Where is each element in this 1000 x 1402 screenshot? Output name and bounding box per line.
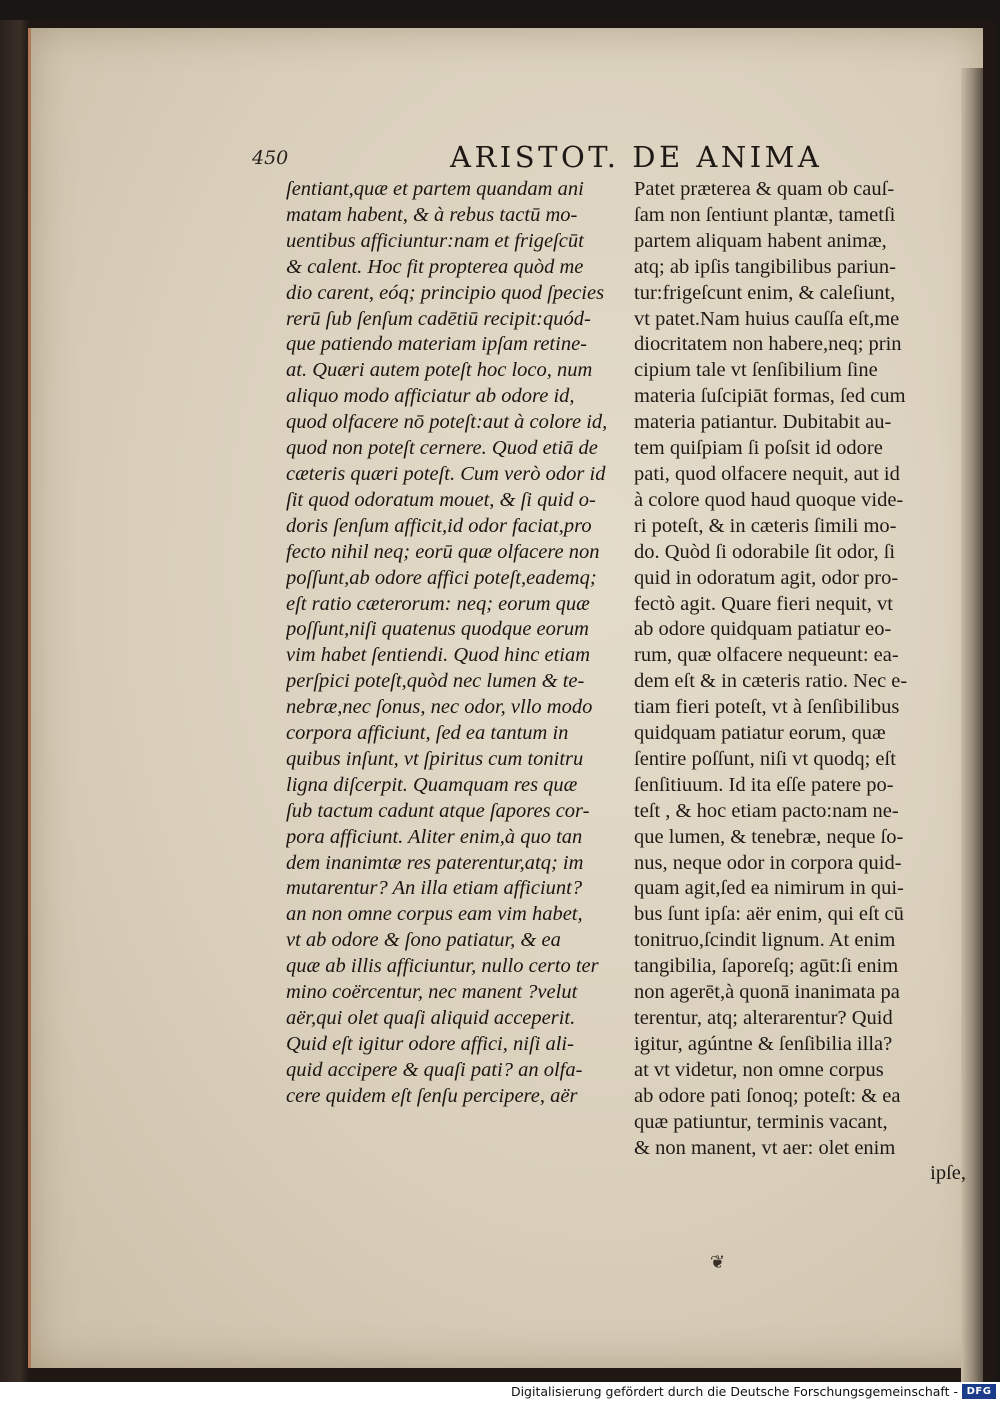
right-column-line: teſt , & hoc etiam pacto:nam ne- (634, 799, 899, 822)
right-column-line: quidquam patiatur eorum, quæ (634, 722, 886, 745)
left-column-line: mutarentur? An illa etiam afficiunt? (286, 877, 583, 900)
page-number: 450 (252, 147, 289, 169)
left-column-line: eſt ratio cæterorum: neq; eorum quæ (286, 592, 590, 615)
right-column-line: quæ patiuntur, terminis vacant, (634, 1110, 888, 1133)
right-column-line: ſenſitiuum. Id ita eſſe patere po- (634, 773, 894, 796)
right-column-line: & non manent, vt aer: olet enim (634, 1136, 896, 1159)
right-column-line: Patet præterea & quam ob cauſ- (634, 178, 895, 200)
right-column-line: materia ſuſcipiāt formas, ſed cum (634, 385, 906, 408)
left-column-line: matam habent, & à rebus tactū mo- (286, 203, 578, 226)
left-column-line: aër,qui olet quaſi aliquid acceperit. (286, 1007, 576, 1029)
right-column-line: rum, quæ olfacere nequeunt: ea- (634, 644, 899, 667)
right-column-line: terentur, atq; alterarentur? Quid (634, 1007, 893, 1029)
right-column-line: ab odore pati ſonoq; poteſt: & ea (634, 1084, 901, 1107)
left-column-line: perſpici poteſt,quòd nec lumen & te- (286, 670, 585, 693)
left-column-line: dio carent, eóq; principio quod ſpecies (286, 281, 605, 304)
left-column-line: Quid eſt igitur odore affici, niſi ali- (286, 1032, 574, 1055)
right-column-line: tiam fieri poteſt, vt à ſenſibilibus (634, 696, 900, 719)
left-column-line: que patiendo materiam ipſam retine- (286, 333, 587, 356)
right-column-line: vt patet.Nam huius cauſſa eſt,me (634, 307, 900, 330)
left-column-line: cæteris quæri poteſt. Cum verò odor id (286, 462, 606, 485)
right-column-text (634, 177, 970, 1187)
right-column-line: ri poteſt, & in cæteris ſimili mo- (634, 514, 897, 537)
right-column-line: à colore quod haud quoque vide- (634, 488, 904, 511)
left-column-line: poſſunt,ab odore affici poteſt,eademq; (286, 566, 597, 589)
right-column-line: quam agit,ſed ea nimirum in qui- (634, 877, 904, 900)
right-column-line: tangibilia, ſaporeſq; agūt:ſi enim (634, 955, 899, 978)
right-column-line: materia patiantur. Dubitabit au- (634, 411, 892, 434)
right-column-line: non agerēt,à quonā inanimata pa (634, 981, 900, 1004)
left-column-line: ſentiant,quæ et partem quandam ani (286, 178, 584, 200)
right-column-line: quid in odoratum agit, odor pro- (634, 566, 899, 589)
right-column-line: fectò agit. Quare fieri nequit, vt (634, 592, 893, 615)
right-column-line: bus ſunt ipſa: aër enim, qui eſt cū (634, 903, 904, 926)
right-column-line: cipium tale vt ſenſibilium ſine (634, 359, 878, 382)
left-column-line: vt ab odore & ſono patiatur, & ea (286, 929, 561, 952)
right-column-line: nus, neque odor in corpora quid- (634, 851, 902, 874)
left-column-line: ſub tactum cadunt atque ſapores cor- (286, 799, 590, 822)
right-column-line: partem aliquam habent animæ, (634, 229, 887, 252)
left-column-line: vim habet ſentiendi. Quod hinc etiam (286, 644, 591, 667)
left-column-line: uentibus afficiuntur:nam et frigeſcūt (286, 229, 584, 252)
right-column-line: ſam non ſentiunt plantæ, tametſi (634, 203, 896, 226)
left-column-line: nebræ,nec ſonus, nec odor, vllo modo (286, 696, 593, 719)
left-column-line: pora afficiunt. Aliter enim,à quo tan (286, 825, 583, 848)
left-column-line: aliquo modo afficiatur ab odore id, (286, 385, 575, 408)
right-column-line: tem quiſpiam ſi poſsit id odore (634, 437, 883, 460)
left-column-line: ligna diſcerpit. Quamquam res quæ (286, 773, 578, 796)
right-column-line: do. Quòd ſi odorabile ſit odor, ſi (634, 540, 896, 563)
left-column-line: quid accipere & quaſi pati? an olfa- (286, 1058, 583, 1081)
left-column-line: dem inanimtæ res paterentur,atq; im (286, 851, 584, 874)
left-column-line: mino coërcentur, nec manent ?velut (286, 981, 578, 1004)
catchword: ipſe, (930, 1162, 966, 1185)
right-column-line: dem eſt & in cæteris ratio. Nec e- (634, 670, 908, 693)
right-column-line: ab odore quidquam patiatur eo- (634, 618, 892, 641)
left-column-line: an non omne corpus eam vim habet, (286, 903, 583, 926)
right-column-line: pati, quod olfacere nequit, aut id (634, 462, 900, 485)
left-column-text (286, 177, 626, 1110)
left-column-line: quibus inſunt, vt ſpiritus cum tonitru (286, 747, 584, 770)
printer-ornament-icon: ❦ (710, 1252, 726, 1273)
right-column-line: tur:frigeſcunt enim, & caleſiunt, (634, 281, 896, 304)
left-column-line: fecto nihil neq; eorū quæ olfacere non (286, 540, 600, 563)
left-column-line: cere quidem eſt ſenſu percipere, aër (286, 1084, 578, 1107)
left-column-line: quod non poteſt cernere. Quod etiā de (286, 437, 598, 460)
left-column-line: & calent. Hoc fit propterea quòd me (286, 255, 584, 278)
left-column-line: doris ſenſum afficit,id odor faciat,pro (286, 514, 592, 537)
left-column-line: rerū ſub ſenſum cadētiū recipit:quód- (286, 307, 591, 330)
left-column-line: corpora afficiunt, ſed ea tantum in (286, 722, 569, 745)
right-column-line: diocritatem non habere,neq; prin (634, 333, 902, 356)
left-column-line: ſit quod odoratum mouet, & ſi quid o- (286, 488, 596, 511)
digitization-credit: Digitalisierung gefördert durch die Deutsche Forschungsgemeinschaft - (510, 1384, 958, 1399)
running-head: ARISTOT. DE ANIMA (450, 140, 823, 174)
right-column-line: que lumen, & tenebræ, neque ſo- (634, 825, 904, 848)
left-column-line: at. Quæri autem poteſt hoc loco, num (286, 359, 593, 382)
left-column-line: quod olfacere nō poteſt:aut à colore id, (286, 411, 608, 434)
right-column-line: ſentire poſſunt, niſi vt quodq; eſt (634, 747, 896, 770)
right-column-line: tonitruo,ſcindit lignum. At enim (634, 929, 896, 952)
footer-bar (0, 1382, 1000, 1402)
left-column-line: poſſunt,niſi quatenus quodque eorum (286, 618, 589, 641)
right-column-line: at vt videtur, non omne corpus (634, 1058, 884, 1081)
dfg-logo-icon: DFG (962, 1384, 996, 1399)
right-column-line: atq; ab ipſis tangibilibus pariun- (634, 255, 896, 278)
left-column-line: quæ ab illis afficiuntur, nullo certo ter (286, 955, 599, 978)
right-column-line: igitur, agúntne & ſenſibilia illa? (634, 1032, 893, 1055)
